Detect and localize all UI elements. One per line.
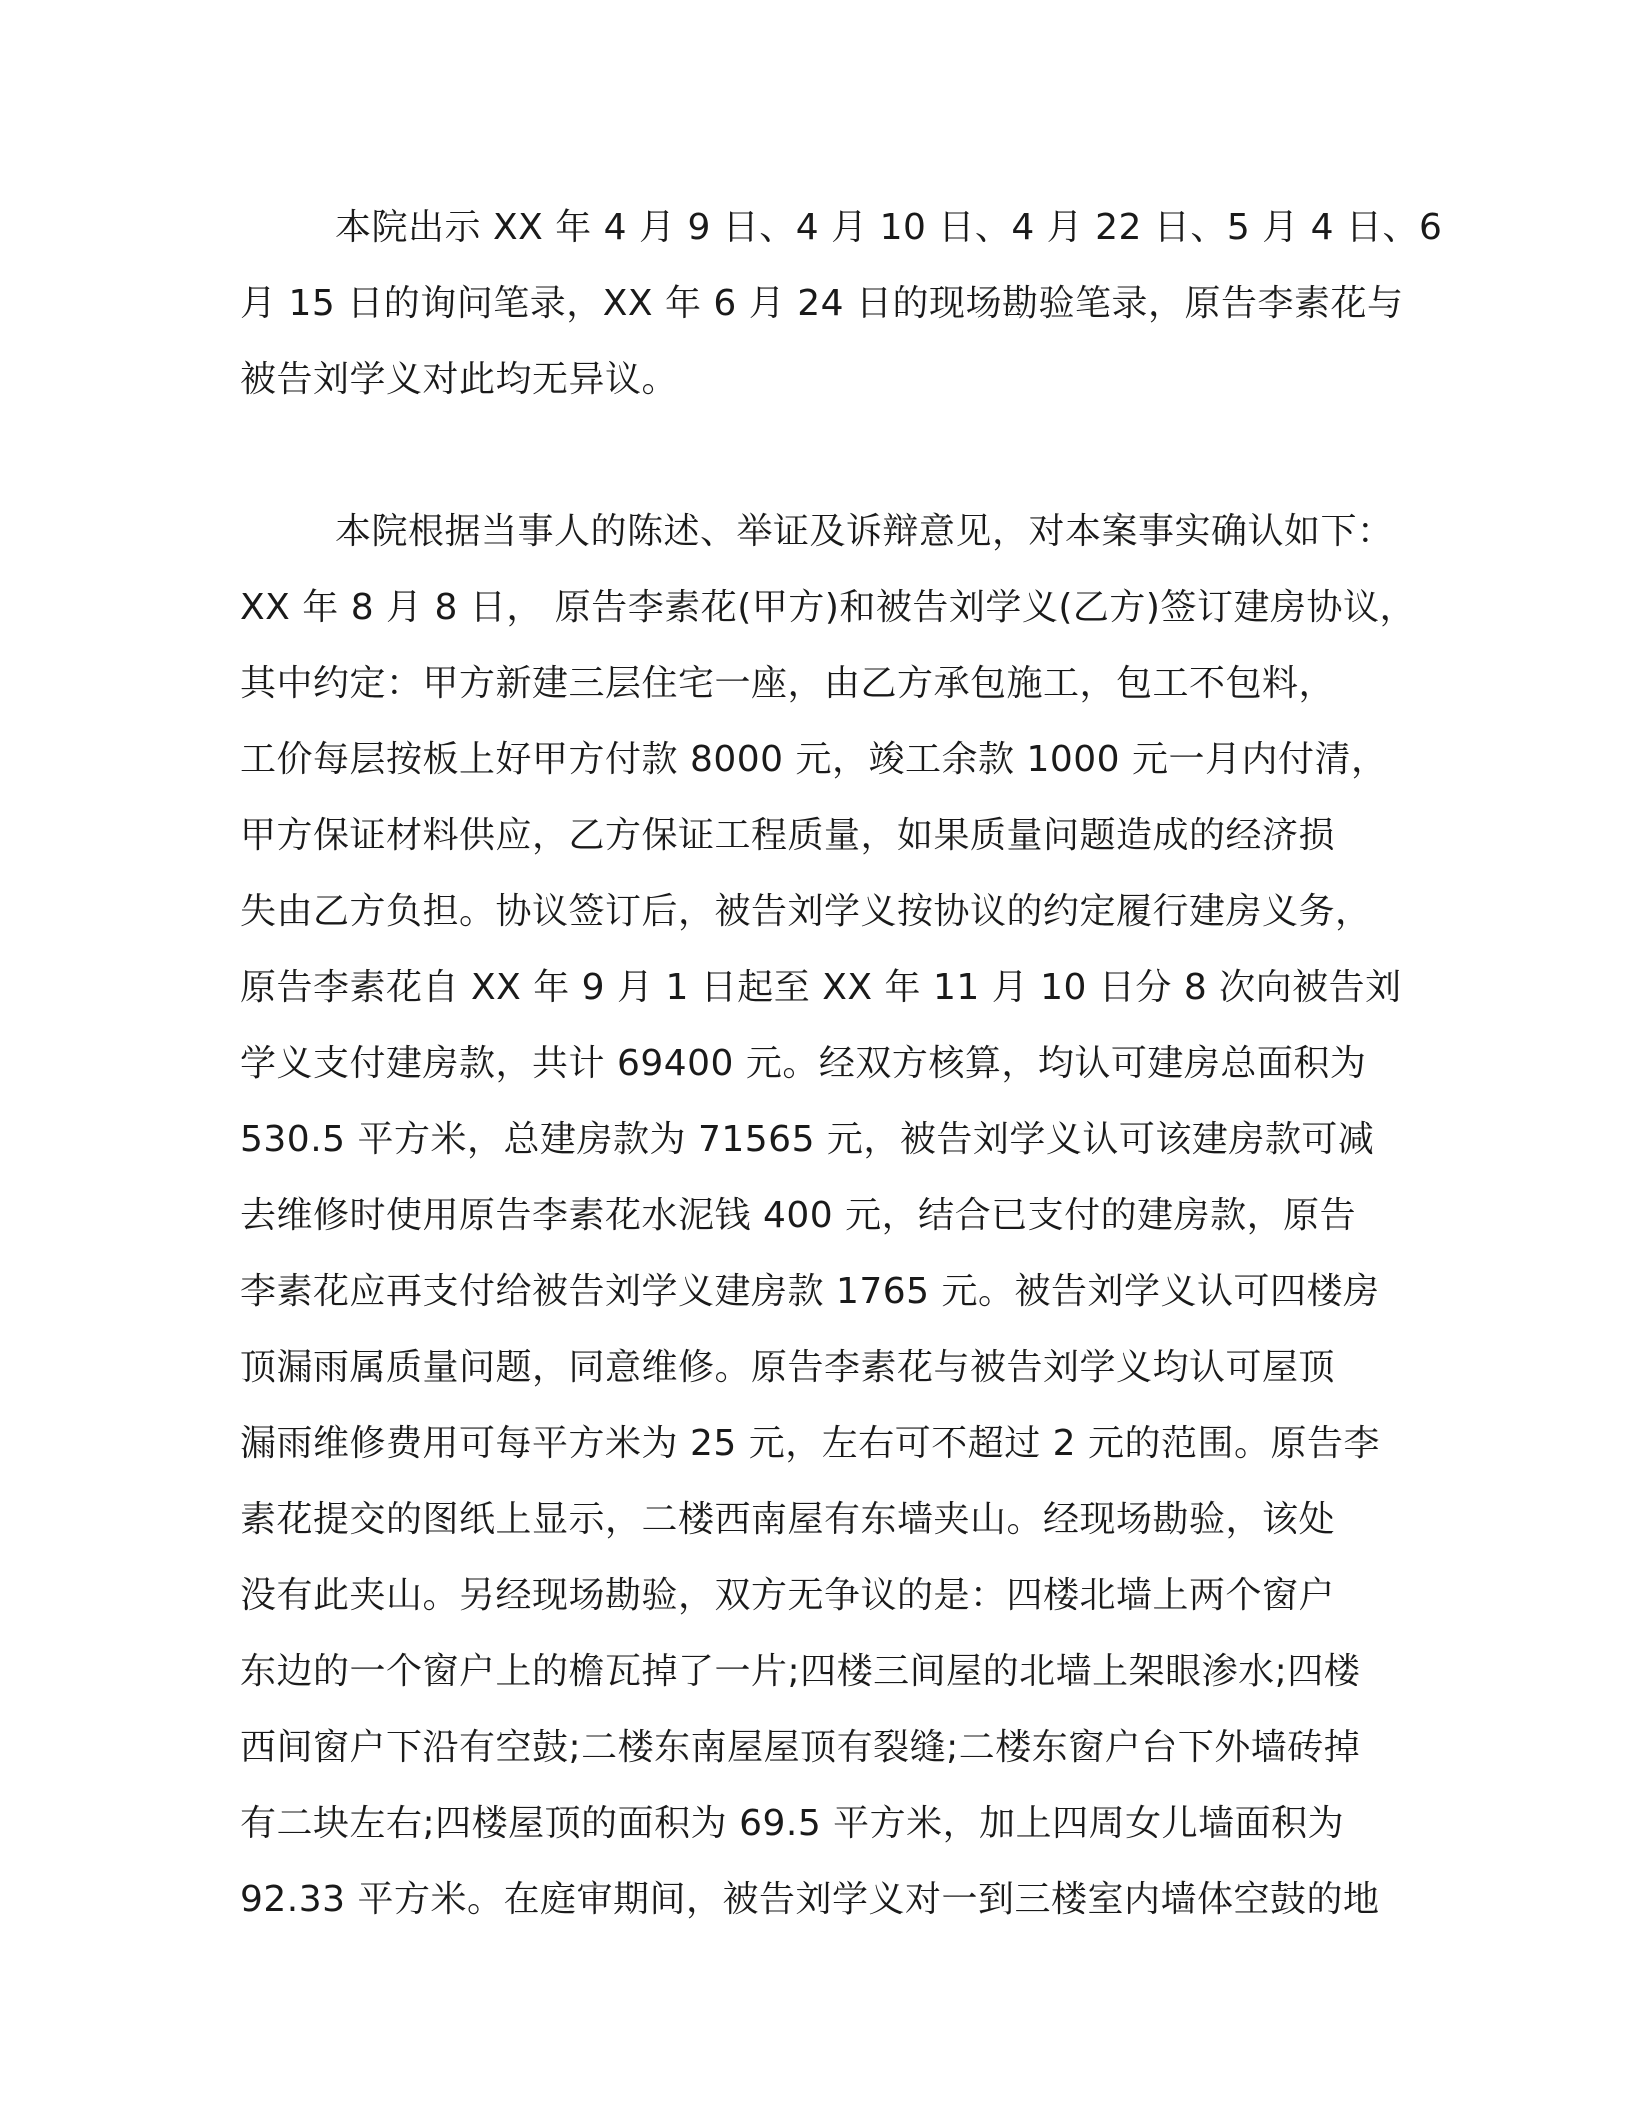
paragraph-line: 月 15 日的询问笔录，XX 年 6 月 24 日的现场勘验笔录，原告李素花与 xyxy=(240,283,1404,324)
paragraph-line: 学义支付建房款，共计 69400 元。经双方核算，均认可建房总面积为 xyxy=(240,1043,1367,1084)
paragraph-1 xyxy=(240,190,1443,418)
paragraph-line: 东边的一个窗户上的檐瓦掉了一片;四楼三间屋的北墙上架眼渗水;四楼 xyxy=(240,1651,1361,1692)
paragraph-line: 工价每层按板上好甲方付款 8000 元，竣工余款 1000 元一月内付清， xyxy=(240,739,1388,780)
paragraph-line: 顶漏雨属质量问题，同意维修。原告李素花与被告刘学义均认可屋顶 xyxy=(240,1347,1336,1388)
paragraph-line: 李素花应再支付给被告刘学义建房款 1765 元。被告刘学义认可四楼房 xyxy=(240,1271,1380,1312)
paragraph-line: 甲方保证材料供应，乙方保证工程质量，如果质量问题造成的经济损 xyxy=(240,815,1336,856)
paragraph-line: 没有此夹山。另经现场勘验，双方无争议的是：四楼北墙上两个窗户 xyxy=(240,1575,1336,1616)
paragraph-line: 漏雨维修费用可每平方米为 25 元，左右可不超过 2 元的范围。原告李 xyxy=(240,1423,1380,1464)
paragraph-line: 西间窗户下沿有空鼓;二楼东南屋屋顶有裂缝;二楼东窗户台下外墙砖掉 xyxy=(240,1727,1361,1768)
paragraph-line: XX 年 8 月 8 日， 原告李素花(甲方)和被告刘学义(乙方)签订建房协议， xyxy=(240,587,1416,628)
paragraph-line: 原告李素花自 XX 年 9 月 1 日起至 XX 年 11 月 10 日分 8 次向被告刘 xyxy=(240,967,1402,1008)
paragraph-line: 去维修时使用原告李素花水泥钱 400 元，结合已支付的建房款，原告 xyxy=(240,1195,1357,1236)
paragraph-line: 有二块左右;四楼屋顶的面积为 69.5 平方米，加上四周女儿墙面积为 xyxy=(240,1803,1345,1844)
paragraph-2 xyxy=(240,494,1416,1938)
paragraph-line: 本院根据当事人的陈述、举证及诉辩意见，对本案事实确认如下： xyxy=(335,511,1394,552)
paragraph-line: 被告刘学义对此均无异议。 xyxy=(240,359,679,400)
paragraph-line: 92.33 平方米。在庭审期间，被告刘学义对一到三楼室内墙体空鼓的地 xyxy=(240,1879,1380,1920)
paragraph-line: 本院出示 XX 年 4 月 9 日、4 月 10 日、4 月 22 日、5 月 4 日、6 xyxy=(335,207,1443,248)
paragraph-line: 530.5 平方米，总建房款为 71565 元，被告刘学义认可该建房款可减 xyxy=(240,1119,1375,1160)
paragraph-line: 素花提交的图纸上显示，二楼西南屋有东墙夹山。经现场勘验，该处 xyxy=(240,1499,1336,1540)
document-body xyxy=(240,190,1443,1938)
paragraph-spacer xyxy=(240,418,1390,494)
paragraph-line: 失由乙方负担。协议签订后，被告刘学义按协议的约定履行建房义务， xyxy=(240,891,1372,932)
paragraph-line: 其中约定：甲方新建三层住宅一座，由乙方承包施工，包工不包料， xyxy=(240,663,1336,704)
